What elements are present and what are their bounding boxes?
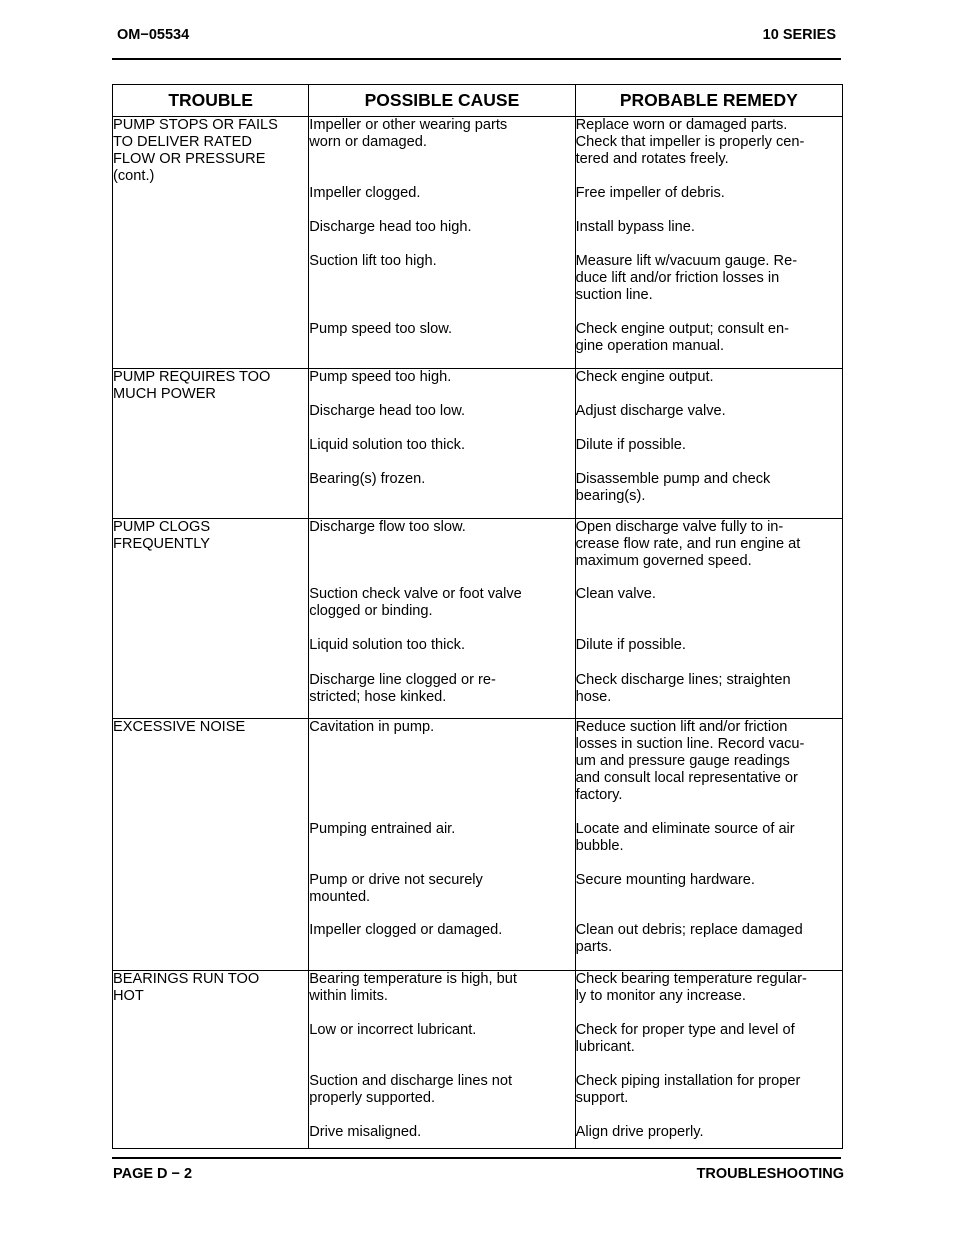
- table-row: [113, 369, 843, 519]
- remedy-item: Replace worn or damaged parts. Check that impeller is properly cen- tered and rotates freely.: [575, 117, 805, 167]
- cause-item: Pump or drive not securely mounted.: [309, 872, 483, 905]
- cause-item: Discharge flow too slow.: [309, 519, 466, 535]
- remedy-item: Dilute if possible.: [575, 437, 686, 453]
- document-id: OM−05534: [117, 27, 190, 43]
- cause-item: Liquid solution too thick.: [309, 637, 466, 653]
- cause-item: Discharge head too high.: [309, 219, 472, 235]
- remedy-item: Clean valve.: [575, 586, 656, 602]
- trouble-text: EXCESSIVE NOISE: [113, 719, 246, 735]
- remedy-item: Disassemble pump and check bearing(s).: [575, 471, 771, 504]
- cause-item: Bearing temperature is high, but within limits.: [309, 971, 517, 1004]
- remedy-item: Check piping installation for proper support.: [575, 1073, 801, 1106]
- table-row: [113, 719, 843, 971]
- remedy-item: Secure mounting hardware.: [575, 872, 755, 888]
- remedy-item: Align drive properly.: [575, 1124, 704, 1140]
- header-possible-cause: POSSIBLE CAUSE: [309, 85, 575, 117]
- table-row: [113, 117, 843, 369]
- cause-item: Suction and discharge lines not properly supported.: [309, 1073, 513, 1106]
- header-trouble: TROUBLE: [113, 85, 309, 117]
- remedy-item: Clean out debris; replace damaged parts.: [575, 922, 803, 955]
- page-number: PAGE D − 2: [113, 1166, 193, 1182]
- cause-item: Drive misaligned.: [309, 1124, 422, 1140]
- remedy-item: Adjust discharge valve.: [575, 403, 726, 419]
- possible-cause-cell: [309, 971, 575, 1149]
- remedy-item: Dilute if possible.: [575, 637, 686, 653]
- cause-item: Impeller clogged.: [309, 185, 421, 201]
- remedy-item: Reduce suction lift and/or friction losses in suction line. Record vacu- um and pressure gauge readings and consult local representative or factory.: [575, 719, 805, 803]
- cause-item: Impeller clogged or damaged.: [309, 922, 503, 938]
- cause-item: Suction check valve or foot valve clogged or binding.: [309, 586, 522, 619]
- trouble-text: BEARINGS RUN TOO HOT: [113, 971, 260, 1004]
- trouble-cell: [113, 971, 309, 1149]
- trouble-text: PUMP REQUIRES TOO MUCH POWER: [113, 369, 271, 402]
- series-label: 10 SERIES: [762, 27, 836, 43]
- trouble-cell: [113, 719, 309, 971]
- cause-item: Cavitation in pump.: [309, 719, 435, 735]
- remedy-item: Check engine output.: [575, 369, 714, 385]
- possible-cause-cell: [309, 369, 575, 519]
- probable-remedy-cell: [575, 369, 842, 519]
- cause-item: Discharge line clogged or re- stricted; hose kinked.: [309, 672, 496, 705]
- probable-remedy-cell: [575, 117, 842, 369]
- cause-item: Pump speed too high.: [309, 369, 452, 385]
- footer-rule: [112, 1157, 841, 1159]
- probable-remedy-cell: [575, 719, 842, 971]
- possible-cause-cell: [309, 719, 575, 971]
- header-rule: [112, 58, 841, 60]
- trouble-cell: [113, 117, 309, 369]
- probable-remedy-cell: [575, 971, 842, 1149]
- trouble-cell: [113, 519, 309, 719]
- remedy-item: Free impeller of debris.: [575, 185, 725, 201]
- remedy-item: Check engine output; consult en- gine operation manual.: [575, 321, 789, 354]
- cause-item: Pumping entrained air.: [309, 821, 456, 837]
- remedy-item: Measure lift w/vacuum gauge. Re- duce lift and/or friction losses in suction line.: [575, 253, 798, 303]
- cause-item: Discharge head too low.: [309, 403, 466, 419]
- remedy-item: Check discharge lines; straighten hose.: [575, 672, 791, 705]
- possible-cause-cell: [309, 519, 575, 719]
- section-title: TROUBLESHOOTING: [696, 1166, 844, 1182]
- remedy-item: Install bypass line.: [575, 219, 695, 235]
- remedy-item: Check bearing temperature regular- ly to monitor any increase.: [575, 971, 807, 1004]
- troubleshooting-table: [112, 84, 843, 1149]
- remedy-item: Check for proper type and level of lubricant.: [575, 1022, 795, 1055]
- possible-cause-cell: [309, 117, 575, 369]
- remedy-item: Open discharge valve fully to in- crease flow rate, and run engine at maximum governed speed.: [575, 519, 801, 569]
- probable-remedy-cell: [575, 519, 842, 719]
- cause-item: Liquid solution too thick.: [309, 437, 466, 453]
- table-row: [113, 971, 843, 1149]
- remedy-item: Locate and eliminate source of air bubble.: [575, 821, 795, 854]
- cause-item: Suction lift too high.: [309, 253, 437, 269]
- cause-item: Bearing(s) frozen.: [309, 471, 426, 487]
- trouble-text: PUMP CLOGS FREQUENTLY: [113, 519, 211, 552]
- cause-item: Pump speed too slow.: [309, 321, 453, 337]
- trouble-text: PUMP STOPS OR FAILS TO DELIVER RATED FLOW OR PRESSURE (cont.): [113, 117, 278, 184]
- header-probable-remedy: PROBABLE REMEDY: [575, 85, 842, 117]
- cause-item: Low or incorrect lubricant.: [309, 1022, 477, 1038]
- table-header-row: [113, 85, 843, 117]
- table-row: [113, 519, 843, 719]
- cause-item: Impeller or other wearing parts worn or damaged.: [309, 117, 508, 150]
- trouble-cell: [113, 369, 309, 519]
